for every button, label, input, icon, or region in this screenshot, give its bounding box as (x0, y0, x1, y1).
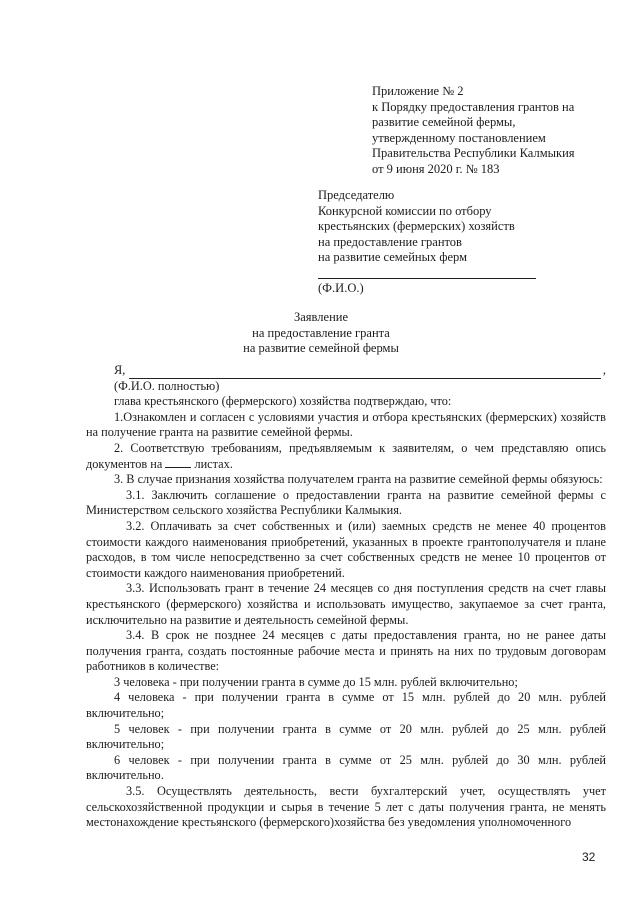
clause-3-5: 3.5. Осуществлять деятельность, вести бухгалтерский учет, осуществлять учет сельскохозяйственной продукции и сырья в течение 5 лет с даты получения гранта, не менять местонахождение крестьянского (фермерского)хозяйства без уведомления уполномоченного (86, 784, 606, 830)
document-title (0, 310, 640, 357)
name-blank-line (318, 266, 536, 279)
addressee-fio-caption: (Ф.И.О.) (318, 280, 364, 295)
clause-1: 1.Ознакомлен и согласен с условиями участия и отбора крестьянских (фермерских) хозяйств на получение гранта на развитие семейной фермы. (86, 409, 606, 440)
head-confirm-line: глава крестьянского (фермерского) хозяйства подтверждаю, что: (114, 394, 452, 409)
appendix-line: к Порядку предоставления грантов на (372, 99, 575, 114)
appendix-block (372, 84, 622, 177)
appendix-line: от 9 июня 2020 г. № 183 (372, 161, 500, 176)
ya-label: Я, (114, 363, 126, 377)
clause-3-3: 3.3. Использовать грант в течение 24 месяцев со дня поступления средств на счет главы крестьянского (фермерского) хозяйства и использовать имущество, закупаемое за счет гранта, исключительно на развитие и деятельность семейной фермы. (86, 581, 606, 627)
workers-5: 5 человек - при получении гранта в сумме от 20 млн. рублей до 25 млн. рублей включительно; (86, 721, 606, 752)
addressee-line: Конкурсной комиссии по отбору (318, 203, 492, 218)
appendix-line: утвержденному постановлением (372, 130, 546, 145)
addressee-line: Председателю (318, 188, 395, 202)
addressee-block (318, 188, 568, 296)
addressee-line: на развитие семейных ферм (318, 250, 467, 264)
clause-3-4: 3.4. В срок не позднее 24 месяцев с даты предоставления гранта, но не ранее даты получения гранта, создать постоянные рабочие места и принять на них по трудовым договорам работников в количестве: (86, 628, 606, 674)
title-line: Заявление (293, 310, 348, 324)
clause-2-end: листах. (194, 456, 233, 471)
title-line: на предоставление гранта (252, 325, 390, 340)
addressee-line: крестьянских (фермерских) хозяйств (318, 219, 515, 233)
clause-3-1: 3.1. Заключить соглашение о предоставлении гранта на развитие семейной фермы с Министерством сельского хозяйства Республики Калмыкия. (86, 487, 606, 518)
title-line: на развитие семейной фермы (243, 341, 399, 355)
workers-6: 6 человек - при получении гранта в сумме от 25 млн. рублей до 30 млн. рублей включительно. (86, 752, 606, 783)
applicant-name-blank (129, 367, 601, 379)
addressee-line: на предоставление грантов (318, 234, 462, 249)
appendix-line: Правительства Республики Калмыкия (372, 146, 575, 160)
page-number: 32 (582, 850, 596, 864)
workers-4: 4 человека - при получении гранта в сумме от 15 млн. рублей до 20 млн. рублей включительно; (86, 690, 606, 721)
application-body (86, 363, 606, 831)
clause-2 (86, 441, 606, 472)
clause-2-text: 2. Соответствую требованиям, предъявляемым к заявителям, о чем представляю опись документов на (86, 440, 606, 471)
applicant-name-line (86, 363, 606, 379)
fio-caption: (Ф.И.О. полностью) (114, 378, 220, 393)
sheets-count-blank (165, 457, 191, 468)
clause-3-2: 3.2. Оплачивать за счет собственных и (или) заемных средств не менее 40 процентов стоимости каждого наименования приобретений, указанных в проекте грантополучателя и плане расходов, в том числе непосредственно за счет собственных средств не менее 10 процентов от стоимости каждого наименования приобретений. (86, 518, 606, 580)
ya-comma: , (602, 363, 606, 377)
clause-3: 3. В случае признания хозяйства получателем гранта на развитие семейной фермы обязуюсь: (114, 472, 603, 487)
appendix-line: развитие семейной фермы, (372, 115, 516, 129)
workers-3: 3 человека - при получении гранта в сумме до 15 млн. рублей включительно; (114, 674, 518, 689)
appendix-line: Приложение № 2 (372, 84, 464, 98)
